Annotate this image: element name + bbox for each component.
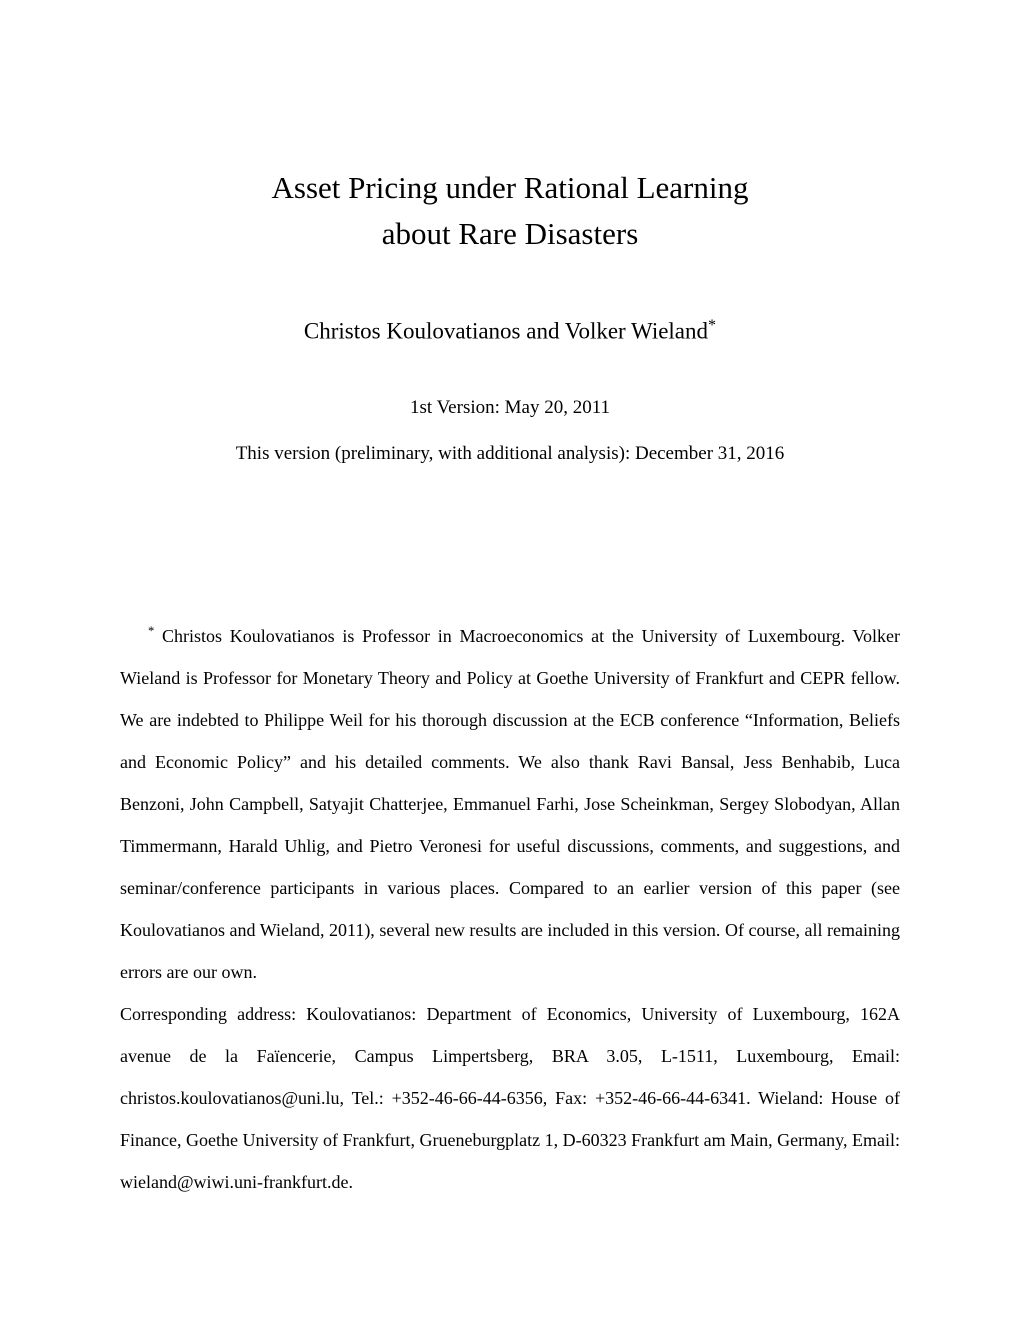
footnote-marker: *: [148, 623, 155, 638]
authors-names: Christos Koulovatianos and Volker Wieland: [303, 318, 709, 344]
paper-title: [120, 0, 900, 257]
address-text: Corresponding address: Koulovatianos: Department of Economics, University of Luxembourg, 162A avenue de la Faïencerie, Campus Limpertsberg, BRA 3.05, L-1511, Luxembourg, Email: christos.koulovatianos@uni.lu, Tel.: +352-46-66-44-6356, Fax: +352-46-66-44-6341. Wieland: House of Finance, Goethe University of Frankfurt, Grueneburgplatz 1, D-60323 Frankfurt am Main, Germany, Email: wieland@wiwi.uni-frankfurt.de.: [120, 1003, 900, 1192]
address-paragraph: [120, 993, 900, 1203]
version-line-2: This version (preliminary, with additional analysis): December 31, 2016: [235, 442, 785, 464]
title-line-1: Asset Pricing under Rational Learning: [271, 170, 749, 205]
footnote-paragraph: [120, 610, 900, 993]
authors-thanks-marker: *: [708, 317, 717, 334]
footnote-text: Christos Koulovatianos is Professor in Macroeconomics at the University of Luxembourg. Volker Wieland is Professor for Monetary Theory and Policy at Goethe University of Frankfurt and CEPR fellow. We are indebted to Philippe Weil for his thorough discussion at the ECB conference “Information, Beliefs and Economic Policy” and his detailed comments. We also thank Ravi Bansal, Jess Benhabib, Luca Benzoni, John Campbell, Satyajit Chatterjee, Emmanuel Farhi, Jose Scheinkman, Sergey Slobodyan, Allan Timmermann, Harald Uhlig, and Pietro Veronesi for useful discussions, comments, and suggestions, and seminar/conference participants in various places. Compared to an earlier version of this paper (see Koulovatianos and Wieland, 2011), several new results are included in this version. Of course, all remaining errors are our own.: [120, 625, 901, 982]
footnotes-section: [120, 610, 900, 1203]
authors-line: [120, 312, 900, 345]
title-line-2: about Rare Disasters: [381, 216, 639, 251]
version-line-1: 1st Version: May 20, 2011: [409, 396, 611, 418]
